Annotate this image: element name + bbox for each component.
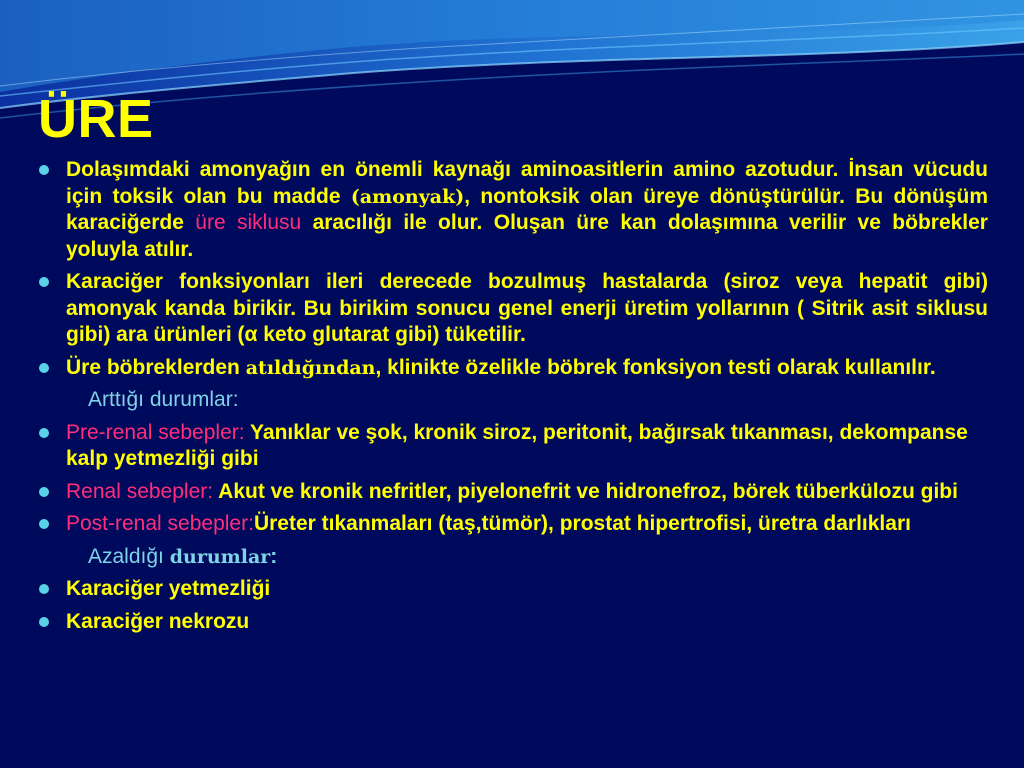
- renal-label: Renal sebepler:: [66, 479, 214, 503]
- bullet-icon: [39, 519, 49, 529]
- bullet-icon: [39, 617, 49, 627]
- bullet-item-kidney-excretion: Üre böbreklerden atıldığından, klinikte özelikle böbrek fonksiyon testi olarak kullanılır.: [36, 355, 988, 382]
- increased-conditions-heading: Arttığı durumlar:: [88, 388, 239, 411]
- postrenal-label: Post-renal sebepler:: [66, 512, 254, 535]
- ammonia-term: (amonyak): [350, 185, 465, 208]
- bullet-icon: [39, 277, 49, 287]
- bullet-item-liver-dysfunction: Karaciğer fonksiyonları ileri derecede bozulmuş hastalarda (siroz veya hepatit gibi) amonyak kanda birikir. Bu birikim sonucu genel enerji üretim yollarının ( Sitrik asit siklusu gibi) ara ürünleri (α keto glutarat gibi) tüketilir.: [36, 269, 988, 349]
- decreased-conditions-heading: Azaldığı durumlar:: [88, 544, 278, 568]
- bullet-item-renal: Renal sebepler: Akut ve kronik nefritler, piyelonefrit ve hidronefroz, börek tüberkülozu gibi: [36, 479, 988, 506]
- bullet-item-liver-necrosis: Karaciğer nekrozu: [36, 609, 988, 636]
- bullet-icon: [39, 165, 49, 175]
- bullet-icon: [39, 584, 49, 594]
- slide-title: ÜRE: [38, 89, 154, 149]
- bullet-icon: [39, 487, 49, 497]
- bullet-list: [36, 157, 988, 641]
- excreted-term: atıldığından: [245, 356, 376, 379]
- bullet-item-liver-failure: Karaciğer yetmezliği: [36, 576, 988, 603]
- bullet-item-postrenal: Post-renal sebepler:Üreter tıkanmaları (taş,tümör), prostat hipertrofisi, üretra darlıkları: [36, 511, 988, 538]
- prerenal-label: Pre-renal sebepler:: [66, 420, 245, 444]
- bullet-item-prerenal: Pre-renal sebepler: Yanıklar ve şok, kronik siroz, peritonit, bağırsak tıkanması, dekompanse kalp yetmezliği gibi: [36, 420, 988, 473]
- bullet-icon: [39, 428, 49, 438]
- urea-cycle-term: üre siklusu: [195, 211, 302, 234]
- bullet-item-ammonia-source: Dolaşımdaki amonyağın en önemli kaynağı aminoasitlerin amino azotudur. İnsan vücudu için toksik olan bu madde (amonyak), nontoksik olan üreye dönüştürülür. Bu dönüşüm karaciğerde üre siklusu aracılığı ile olur. Oluşan üre kan dolaşımına verilir ve böbrekler yoluyla atılır.: [36, 157, 988, 263]
- bullet-icon: [39, 363, 49, 373]
